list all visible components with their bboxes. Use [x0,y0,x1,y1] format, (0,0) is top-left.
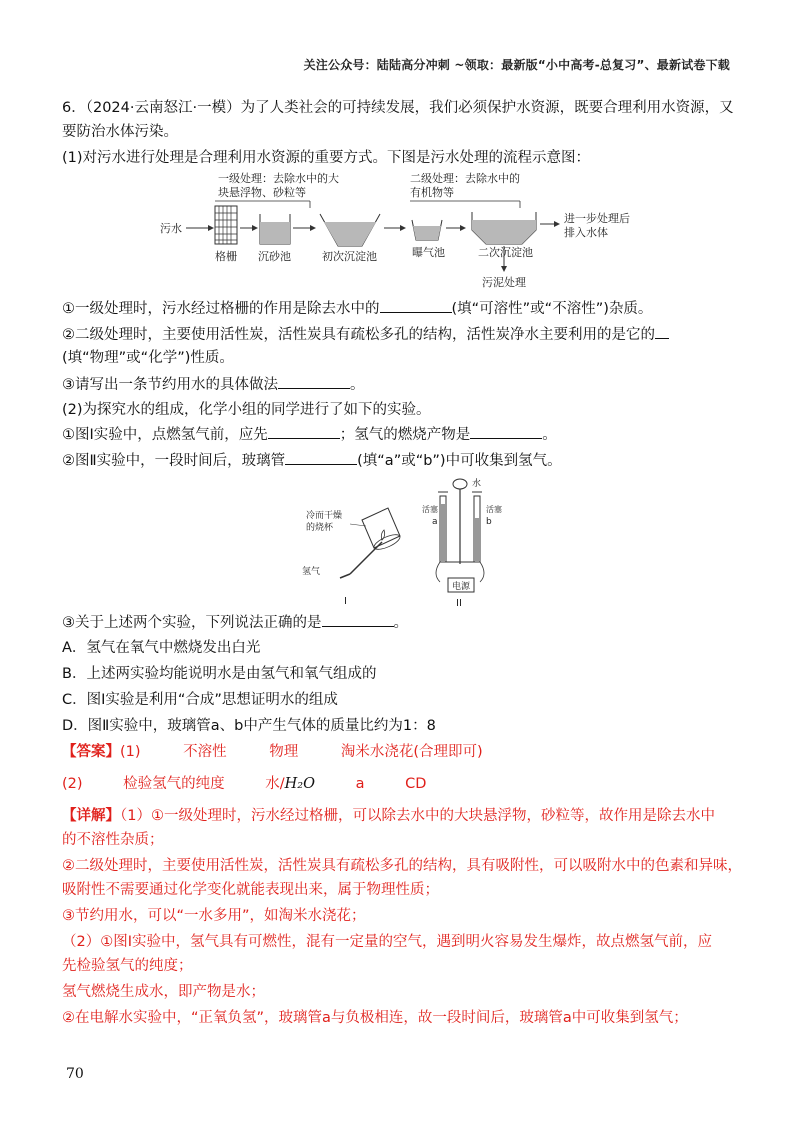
experiment-figures [300,474,510,610]
q1c-text: ③请写出一条节约用水的具体做法 [62,377,278,393]
sewage-flow-diagram [160,168,680,290]
answer-part2-marker: (2) [62,776,83,792]
answer-part1-marker: (1) [120,744,141,760]
answer-2d: CD [405,776,427,792]
detail-line-6: （2）①图Ⅰ实验中，氢气具有可燃性，混有一定量的空气，遇到明火容易发生爆炸，故点燃氢气前，应 [62,934,712,950]
q2b-line [62,450,562,471]
answer-1b: 物理 [269,744,299,760]
detail-line-2: 的不溶性杂质； [62,832,164,848]
grit-chamber-label: 沉砂池 [258,250,291,263]
q2c-tail: 。 [393,615,408,631]
q2b-text: ②图Ⅱ实验中，一段时间后，玻璃管 [62,453,286,469]
detail-line-3: ②二级处理时，主要使用活性炭，活性炭具有疏松多孔的结构，具有吸附性，可以吸附水中的色素和异味， [62,858,742,874]
question-intro-line-1: 6．（2024·云南怒江·一模）为了人类社会的可持续发展，我们必须保护水资源，既要合理利用水资源，又 [62,100,734,116]
detail-line-4: 吸附性不需要通过化学变化就能表现出来，属于物理性质； [62,882,439,898]
q1c-tail: 。 [350,377,365,393]
detail-line-8: 氢气燃烧生成水，即产物是水； [62,984,265,1000]
water-label: 水 [472,479,482,489]
q2b-answer-blank[interactable] [285,450,357,465]
beaker-label-line2: 的烧杯 [306,523,334,533]
q1b-answer-blank[interactable] [655,324,669,339]
aeration-tank-label: 曝气池 [412,246,445,259]
q1b-line-2: (填“物理”或“化学”)性质。 [62,350,234,366]
grille-label: 格栅 [215,250,237,263]
beaker-label-line1: 冷而干燥 [306,511,343,521]
hydrogen-label: 氢气 [302,567,321,577]
detail-line-7: 先检验氢气的纯度； [62,958,193,974]
q1c-answer-blank[interactable] [278,374,350,389]
secondary-settling-label: 二次沉淀池 [478,246,533,259]
answer-1a: 不溶性 [183,744,227,760]
stage1-caption-line1: 一级处理：去除水中的大 [218,172,339,185]
further-treatment-line2: 排入水体 [564,226,608,239]
sludge-treatment-label: 污泥处理 [482,276,526,289]
q2a-answer-blank-2[interactable] [470,424,542,439]
stopcock-right-label: 活塞 [486,505,502,514]
q2a-line [62,424,557,445]
q1a-line [62,298,652,319]
detail-line-5: ③节约用水，可以“一水多用”，如淘米水浇花； [62,908,366,924]
part-2-stem: (2)为探究水的组成，化学小组的同学进行了如下的实验。 [62,402,431,418]
stage2-caption-line2: 有机物等 [410,186,454,199]
further-treatment-line1: 进一步处理后 [564,212,630,225]
grit-chamber-icon [260,214,290,244]
q2a-mid: ；氢气的燃烧产物是 [339,427,471,443]
option-b: B．上述两实验均能说明水是由氢气和氧气组成的 [62,666,377,682]
figure-I-label: I [344,596,347,607]
option-a: A．氢气在氧气中燃烧发出白光 [62,640,261,656]
answer-1c: 淘米水浇花(合理即可) [340,744,483,760]
q1a-answer-blank[interactable] [380,298,452,313]
stage1-caption-line2: 块悬浮物、砂粒等 [218,186,306,199]
detail-label: 【详解】 [62,808,120,824]
detail-line-9: ②在电解水实验中，“正氧负氢”，玻璃管a与负极相连，故一段时间后，玻璃管a中可收集到氢气； [62,1010,688,1026]
stage2-caption-line1: 二级处理：去除水中的 [410,172,520,185]
option-d: D．图Ⅱ实验中，玻璃管a、b中产生气体的质量比约为1：8 [62,718,436,734]
q2c-text: ③关于上述两个实验，下列说法正确的是 [62,615,322,631]
q2a-text: ①图Ⅰ实验中，点燃氢气前，应先 [62,427,268,443]
aeration-tank-icon [412,220,442,240]
secondary-settling-tank-icon [472,212,536,244]
detail-line-1 [62,806,715,826]
answer-2b [265,774,315,794]
primary-settling-label: 初次沉淀池 [322,250,377,263]
q2a-tail: 。 [542,427,557,443]
page-number: 70 [66,1066,84,1082]
answer-line-2 [62,774,426,794]
q1b-text: ②二级处理时，主要使用活性炭，活性炭具有疏松多孔的结构，活性炭净水主要利用的是它的 [62,327,655,343]
answer-label: 【答案】 [62,744,120,760]
stopcock-left-label: 活塞 [422,505,438,514]
q1c-line [62,374,365,395]
power-supply-label: 电源 [452,582,471,592]
page-header: 关注公众号：陆陆高分冲刺 ~领取：最新版“小中高考-总复习”、最新试卷下载 [303,58,730,72]
detail-text-1: （1）①一级处理时，污水经过格栅，可以除去水中的大块悬浮物，砂粒等，故作用是除去水中 [120,808,715,824]
tube-b-label: b [486,517,492,527]
primary-settling-tank-icon [320,214,380,246]
q2a-answer-blank-1[interactable] [268,424,340,439]
part-1-stem: (1)对污水进行处理是合理利用水资源的重要方式。下图是污水处理的流程示意图： [62,150,591,166]
sewage-label: 污水 [160,222,182,235]
q1a-tail: (填“可溶性”或“不溶性”)杂质。 [451,301,653,317]
answer-2b-text: 水/ [265,776,285,792]
answer-2c: a [355,776,365,792]
q2b-tail: (填“a”或“b”)中可收集到氢气。 [357,453,562,469]
q1b-line [62,324,669,345]
water-formula: H₂O [284,776,316,792]
inverted-beaker-icon [362,508,402,552]
option-c: C．图Ⅰ实验是利用“合成”思想证明水的组成 [62,692,338,708]
answer-2a: 检验氢气的纯度 [123,776,225,792]
q2c-answer-blank[interactable] [322,612,394,627]
q1a-text: ①一级处理时，污水经过格栅的作用是除去水中的 [62,301,380,317]
electrolysis-apparatus-icon [436,479,484,592]
tube-a-label: a [432,517,438,527]
answer-line-1 [62,742,483,762]
question-intro-line-2: 要防治水体污染。 [62,124,178,140]
flame-icon [381,530,384,540]
grille-icon [215,206,237,244]
q2c-line [62,612,408,633]
figure-II-label: II [456,598,462,609]
